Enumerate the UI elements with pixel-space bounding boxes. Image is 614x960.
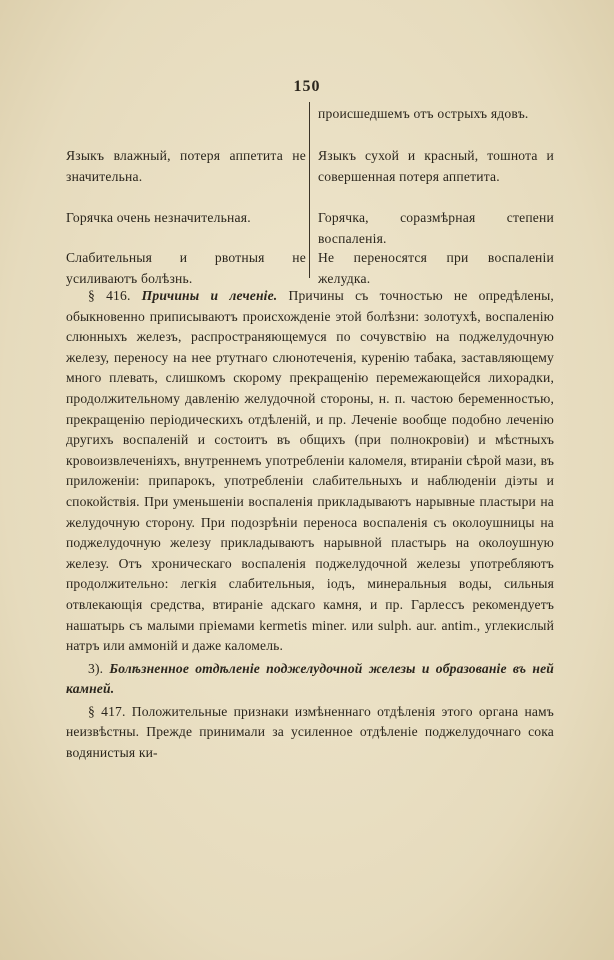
section-417-number: § 417.	[88, 703, 126, 719]
column-divider	[309, 102, 310, 278]
main-text	[66, 286, 554, 764]
section-417-paragraph	[66, 702, 554, 764]
right-cell-stomach: Не переносятся при воспаленіи желудка.	[318, 250, 554, 286]
subheading-number: 3).	[88, 660, 104, 676]
section-416-title: Причины и леченіе.	[141, 288, 278, 303]
section-417-text: Положительные признаки измѣненнаго отдѣленія этого органа намъ неизвѣстны. Прежде принимали за усиленное отдѣленіе поджелудочнаго сока водянистыя ки-	[66, 703, 554, 761]
left-cell-tongue: Языкъ влажный, потеря аппетита не значительна.	[66, 148, 306, 184]
comparison-table	[66, 100, 554, 286]
right-cell-poisons: происшедшемъ отъ острыхъ ядовъ.	[318, 106, 529, 121]
left-cell-laxatives: Слабительныя и рвотныя не усиливаютъ болѣзнь.	[66, 250, 306, 286]
right-cell-fever: Горячка, соразмѣрная степени воспаленія.	[318, 210, 554, 246]
section-416-text: Причины съ точностью не опредѣлены, обыкновенно приписываютъ происхожденіе этой болѣзни: золотухѣ, воспаленію слюнныхъ железъ, распространяющемуся по сочувствію на поджелудочную железу, переносу на нее ртутнаго слюнотеченія, куренію табака, заставляющему много плевать, слишкомъ скорому прекращенію перемежающейся лихорадки, продолжительному давленію желудочной стороны, н. п. частою беременностью, прекращенію періодическихъ отдѣленій, и пр. Леченіе вообще подобно леченію другихъ воспаленій и состоитъ въ общихъ (при полнокровіи) и мѣстныхъ кровоизвлеченіяхъ, внутреннемъ употребленіи каломеля, втираніи сѣрой мази, въ приложеніи: припарокъ, употребленіи слабительныхъ и наблюденіи діэты и спокойствія. При уменьшеніи воспаленія прикладываютъ нарывные пластыри на желудочную сторону. При подозрѣніи переноса воспаленія съ околоушницы на поджелудочную железу прикладываютъ нарывной пластырь на околоушную железу. Отъ хроническаго воспаленія поджелудочной железы употребляютъ продолжительно: легкія слабительныя, іодъ, минеральныя воды, сильныя отвлекающія средства, втираніе адскаго камня, и пр. Гарлессъ рекомендуетъ нашатырь съ малыми пріемами kermetis miner. или sulph. aur. antim., углекислый натръ или аммоній и даже каломель.	[66, 288, 554, 654]
left-cell-fever: Горячка очень незначительная.	[66, 210, 251, 225]
section-416-number: § 416.	[88, 288, 131, 303]
section-416-paragraph	[66, 286, 554, 657]
subheading-title: Болѣзненное отдѣленіе поджелудочной железы и образованіе въ ней камней.	[66, 660, 554, 697]
page-number: 150	[293, 78, 321, 95]
right-cell-tongue: Языкъ сухой и красный, тошнота и совершенная потеря аппетита.	[318, 148, 554, 184]
subheading-paragraph	[66, 659, 554, 700]
